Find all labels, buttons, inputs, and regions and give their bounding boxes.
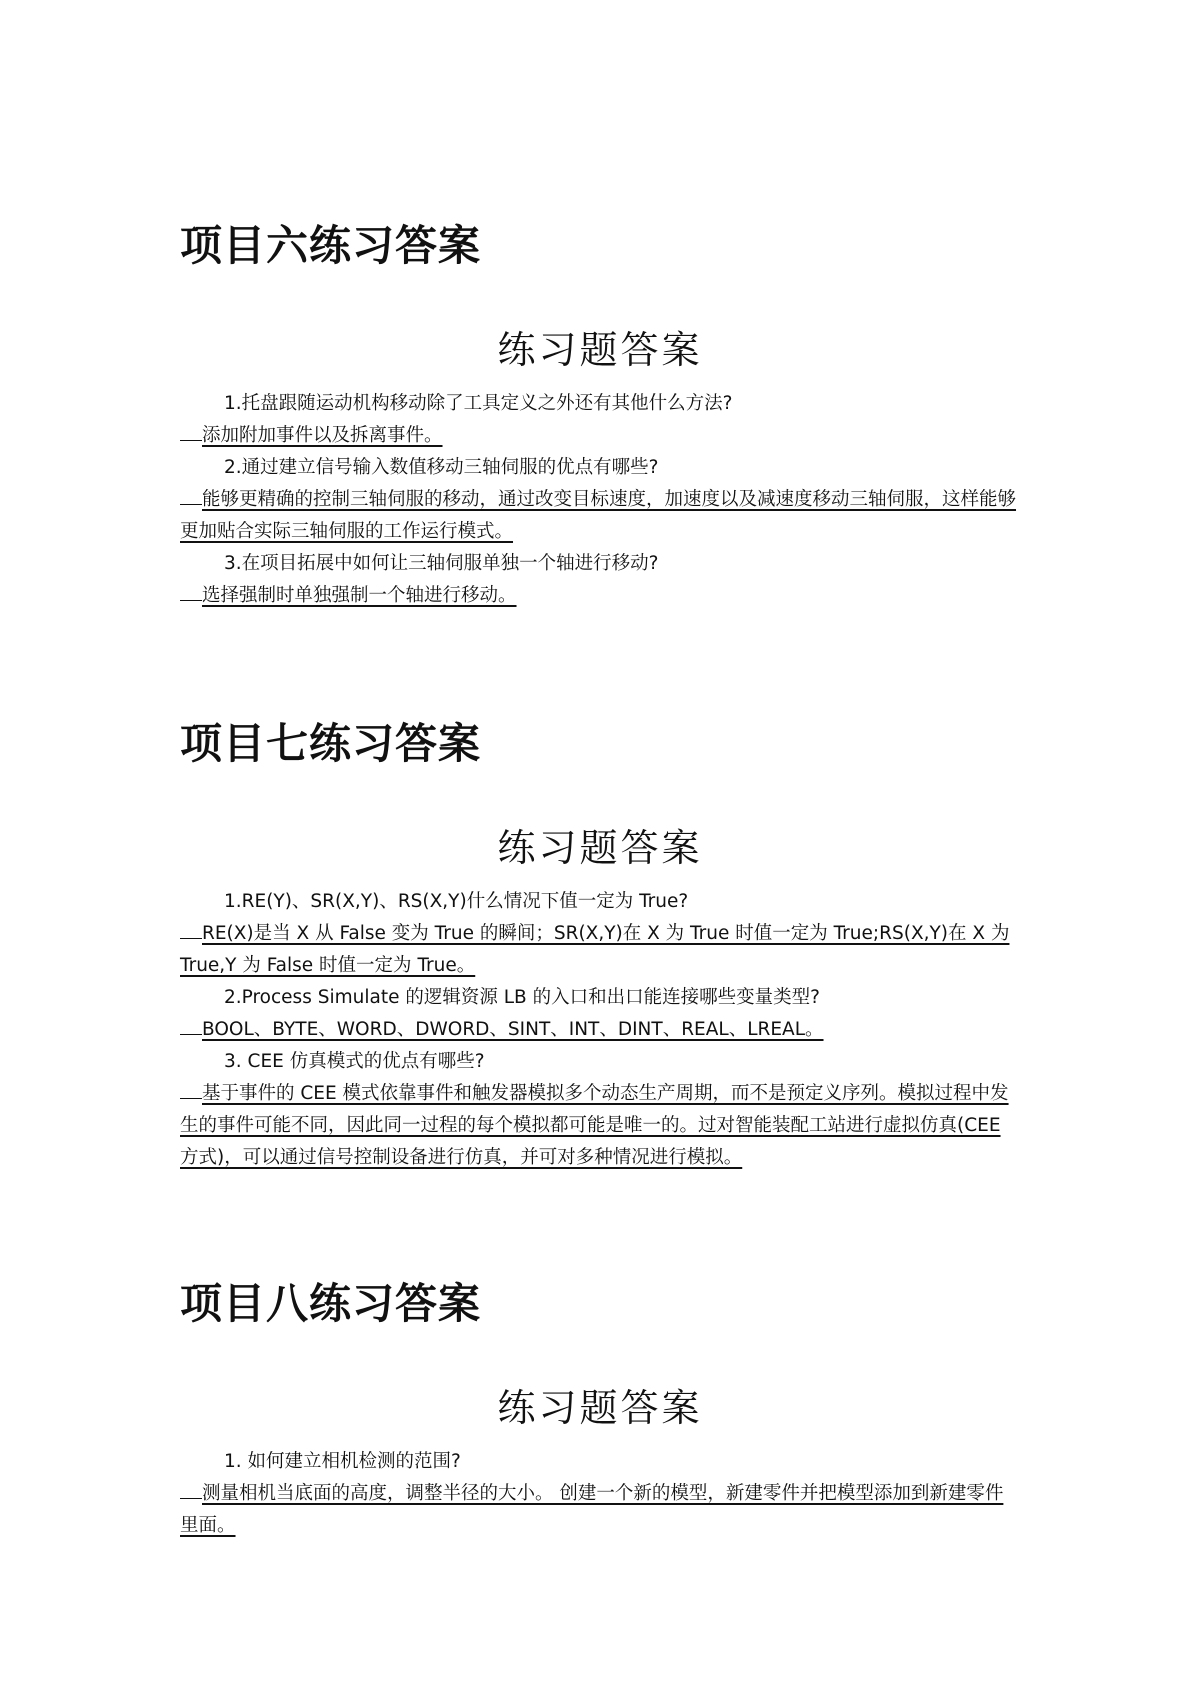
- answer-lead-line: [180, 920, 202, 939]
- answer: [180, 1014, 1020, 1046]
- answer-lead-line: [180, 486, 202, 505]
- answer-lead-line: [180, 1016, 202, 1035]
- section-project-7: [180, 718, 1060, 1174]
- section-subtitle: 练习题答案: [497, 826, 703, 870]
- answer: [180, 1078, 1020, 1174]
- answer-text: BOOL、BYTE、WORD、DWORD、SINT、INT、DINT、REAL、LREAL。: [202, 1019, 824, 1040]
- section-subtitle: 练习题答案: [497, 1386, 703, 1430]
- question: 2.通过建立信号输入数值移动三轴伺服的优点有哪些?: [224, 457, 659, 478]
- qa-list: [180, 1446, 1020, 1542]
- answer-text: 测量相机当底面的高度，调整半径的大小。 创建一个新的模型，新建零件并把模型添加到新建零件里面。: [180, 1483, 1004, 1536]
- answer-text: 选择强制时单独强制一个轴进行移动。: [202, 585, 517, 606]
- qa-list: [180, 886, 1020, 1174]
- section-project-8: [180, 1278, 1060, 1542]
- project-title: 项目八练习答案: [180, 1279, 482, 1328]
- answer-text: RE(X)是当 X 从 False 变为 True 的瞬间；SR(X,Y)在 X 为 True 时值一定为 True;RS(X,Y)在 X 为 True,Y 为 False 时值一定为 True。: [180, 923, 1010, 976]
- answer-text: 基于事件的 CEE 模式依靠事件和触发器模拟多个动态生产周期，而不是预定义序列。模拟过程中发生的事件可能不同，因此同一过程的每个模拟都可能是唯一的。过对智能装配工站进行虚拟仿真(CEE 方式)，可以通过信号控制设备进行仿真，并可对多种情况进行模拟。: [180, 1083, 1009, 1168]
- question: 3. CEE 仿真模式的优点有哪些?: [224, 1051, 485, 1072]
- answer-text: 能够更精确的控制三轴伺服的移动，通过改变目标速度，加速度以及减速度移动三轴伺服，这样能够更加贴合实际三轴伺服的工作运行模式。: [180, 489, 1017, 542]
- answer-lead-line: [180, 1080, 202, 1099]
- project-title: 项目六练习答案: [180, 221, 482, 270]
- project-title: 项目七练习答案: [180, 719, 482, 768]
- question: 1.托盘跟随运动机构移动除了工具定义之外还有其他什么方法?: [224, 393, 733, 414]
- answer: [180, 484, 1020, 548]
- answer-lead-line: [180, 582, 202, 601]
- section-project-6: [180, 220, 1060, 612]
- answer-lead-line: [180, 1480, 202, 1499]
- section-subtitle: 练习题答案: [497, 328, 703, 372]
- qa-list: [180, 388, 1020, 612]
- answer: [180, 918, 1020, 982]
- question: 1.RE(Y)、SR(X,Y)、RS(X,Y)什么情况下值一定为 True?: [224, 891, 689, 912]
- answer: [180, 420, 1020, 452]
- answer-lead-line: [180, 422, 202, 441]
- question: 2.Process Simulate 的逻辑资源 LB 的入口和出口能连接哪些变量类型?: [224, 987, 820, 1008]
- answer: [180, 1478, 1020, 1542]
- answer-text: 添加附加事件以及拆离事件。: [202, 425, 443, 446]
- answer: [180, 580, 1020, 612]
- question: 1. 如何建立相机检测的范围?: [224, 1451, 461, 1472]
- question: 3.在项目拓展中如何让三轴伺服单独一个轴进行移动?: [224, 553, 659, 574]
